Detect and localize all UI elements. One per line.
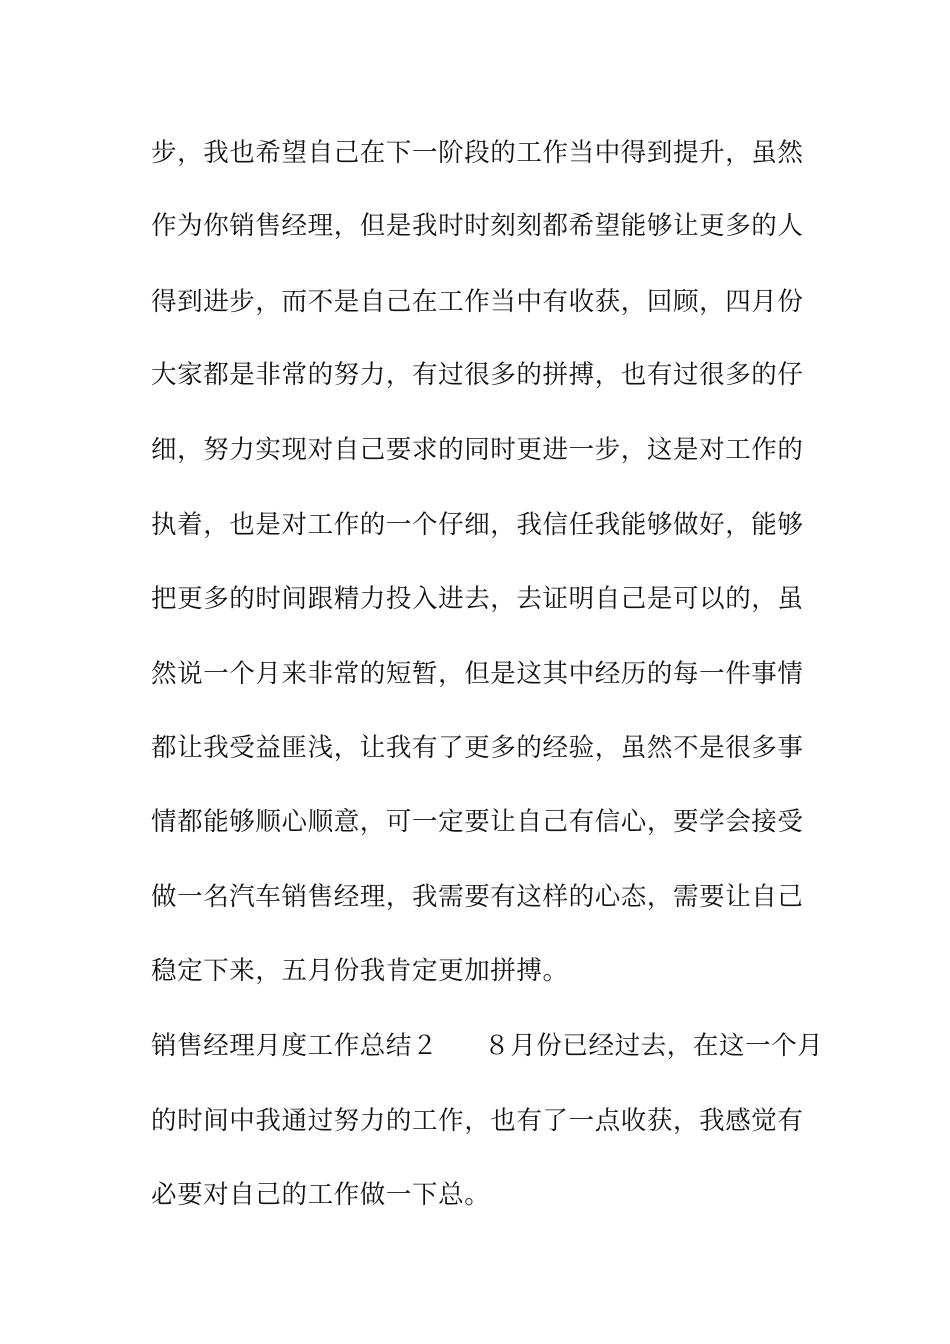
section-title: 销售经理月度工作总结２: [151, 1031, 439, 1061]
paragraph-line: 情都能够顺心顺意，可一定要让自己有信心，要学会接受: [151, 807, 804, 837]
paragraph-line: 大家都是非常的努力，有过很多的拼搏，也有过很多的仔: [151, 360, 804, 390]
paragraph-line: 得到进步，而不是自己在工作当中有收获，回顾，四月份: [151, 287, 804, 317]
paragraph-line: 作为你销售经理，但是我时时刻刻都希望能够让更多的人: [151, 211, 804, 241]
paragraph-line: 都让我受益匪浅，让我有了更多的经验，虽然不是很多事: [151, 733, 804, 763]
section-heading-line: [151, 1026, 824, 1066]
paragraph-line: 执着，也是对工作的一个仔细，我信任我能够做好，能够: [151, 510, 804, 540]
paragraph-line: 做一名汽车销售经理，我需要有这样的心态，需要让自己: [151, 882, 804, 912]
paragraph-line: 稳定下来，五月份我肯定更加拼搏。: [151, 956, 569, 986]
paragraph-line: 必要对自己的工作做一下总。: [151, 1180, 491, 1210]
paragraph-line: 步，我也希望自己在下一阶段的工作当中得到提升，虽然: [151, 138, 804, 168]
paragraph-line: 细，努力实现对自己要求的同时更进一步，这是对工作的: [151, 435, 804, 465]
section-first-line: ８月份已经过去，在这一个月: [484, 1031, 824, 1061]
paragraph-line: 然说一个月来非常的短暂，但是这其中经历的每一件事情: [151, 659, 804, 689]
paragraph-line: 的时间中我通过努力的工作，也有了一点收获，我感觉有: [151, 1106, 804, 1136]
paragraph-line: 把更多的时间跟精力投入进去，去证明自己是可以的，虽: [151, 584, 804, 614]
